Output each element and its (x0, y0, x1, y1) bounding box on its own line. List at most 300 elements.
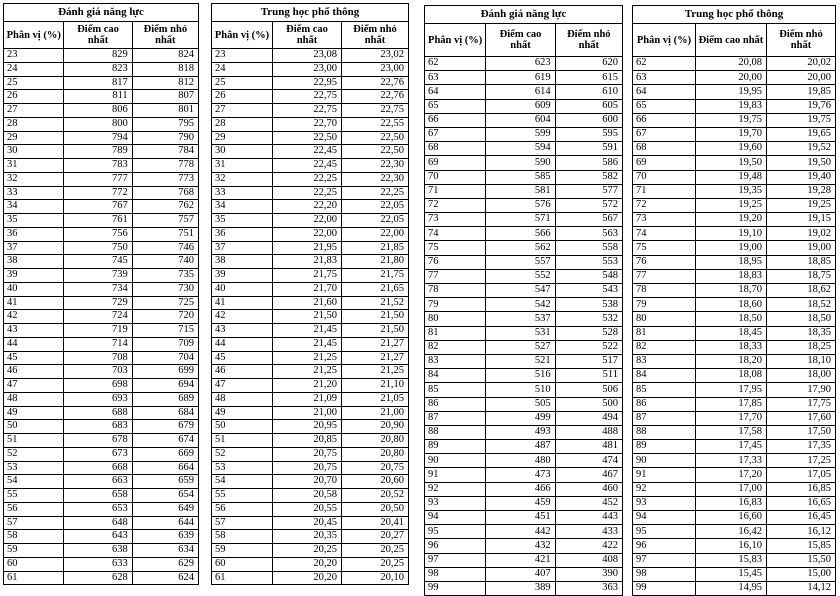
cell-lowest-score: 715 (132, 324, 198, 338)
cell-lowest-score: 467 (555, 468, 622, 482)
cell-highest-score: 16,10 (695, 539, 766, 553)
cell-percentile: 48 (212, 392, 273, 406)
cell-highest-score: 21,50 (273, 310, 342, 324)
cell-lowest-score: 17,50 (766, 425, 835, 439)
cell-percentile: 68 (425, 142, 486, 156)
cell-highest-score: 658 (64, 489, 132, 503)
cell-lowest-score: 807 (132, 90, 198, 104)
cell-highest-score: 794 (64, 131, 132, 145)
table-row (633, 354, 836, 368)
table-row (4, 406, 199, 420)
cell-highest-score: 806 (64, 104, 132, 118)
cell-lowest-score: 762 (132, 200, 198, 214)
cell-highest-score: 22,20 (273, 200, 342, 214)
table-row (425, 496, 623, 510)
cell-highest-score: 19,00 (695, 241, 766, 255)
cell-lowest-score: 725 (132, 296, 198, 310)
cell-highest-score: 703 (64, 365, 132, 379)
cell-lowest-score: 20,60 (342, 475, 409, 489)
cell-lowest-score: 784 (132, 145, 198, 159)
cell-highest-score: 20,35 (273, 530, 342, 544)
cell-percentile: 37 (212, 241, 273, 255)
cell-highest-score: 21,83 (273, 255, 342, 269)
cell-percentile: 28 (212, 117, 273, 131)
cell-percentile: 45 (4, 351, 64, 365)
cell-percentile: 63 (425, 71, 486, 85)
cell-lowest-score: 605 (555, 99, 622, 113)
cell-lowest-score: 812 (132, 76, 198, 90)
table-row (212, 296, 409, 310)
cell-percentile: 65 (633, 99, 696, 113)
cell-highest-score: 21,09 (273, 392, 342, 406)
cell-lowest-score: 20,80 (342, 447, 409, 461)
cell-percentile: 83 (425, 354, 486, 368)
cell-lowest-score: 506 (555, 383, 622, 397)
cell-highest-score: 20,75 (273, 447, 342, 461)
table-row (633, 539, 836, 553)
cell-percentile: 24 (4, 62, 64, 76)
table-row (4, 420, 199, 434)
cell-highest-score: 16,60 (695, 511, 766, 525)
table-row (4, 117, 199, 131)
table-title: Đánh giá năng lực (425, 6, 623, 24)
table-row (212, 475, 409, 489)
table-row (212, 310, 409, 324)
column-header-percentile: Phân vị (%) (212, 22, 273, 49)
column-header-lowest-score: Điểm nhỏ nhất (555, 24, 622, 57)
table-row (212, 392, 409, 406)
table-row (4, 296, 199, 310)
cell-highest-score: 17,33 (695, 454, 766, 468)
cell-percentile: 44 (212, 337, 273, 351)
table-row (425, 511, 623, 525)
table-row (4, 172, 199, 186)
cell-highest-score: 614 (486, 85, 555, 99)
cell-highest-score: 18,20 (695, 354, 766, 368)
cell-lowest-score: 18,10 (766, 354, 835, 368)
cell-percentile: 59 (4, 544, 64, 558)
cell-percentile: 70 (425, 170, 486, 184)
cell-highest-score: 22,25 (273, 186, 342, 200)
cell-highest-score: 22,45 (273, 145, 342, 159)
table-row (4, 49, 199, 63)
cell-highest-score: 21,00 (273, 406, 342, 420)
cell-percentile: 86 (425, 397, 486, 411)
cell-percentile: 71 (633, 184, 696, 198)
cell-highest-score: 18,08 (695, 369, 766, 383)
cell-lowest-score: 481 (555, 440, 622, 454)
cell-percentile: 32 (212, 172, 273, 186)
table-row (212, 49, 409, 63)
cell-percentile: 77 (425, 269, 486, 283)
cell-percentile: 88 (425, 425, 486, 439)
cell-percentile: 28 (4, 117, 64, 131)
cell-highest-score: 21,45 (273, 324, 342, 338)
cell-highest-score: 22,00 (273, 214, 342, 228)
cell-highest-score: 609 (486, 99, 555, 113)
cell-lowest-score: 600 (555, 113, 622, 127)
cell-percentile: 39 (212, 269, 273, 283)
cell-percentile: 27 (4, 104, 64, 118)
cell-lowest-score: 20,10 (342, 571, 409, 585)
cell-highest-score: 599 (486, 127, 555, 141)
table-row (4, 489, 199, 503)
cell-percentile: 42 (212, 310, 273, 324)
cell-percentile: 33 (212, 186, 273, 200)
table-row (425, 269, 623, 283)
cell-percentile: 52 (212, 447, 273, 461)
table-row (425, 312, 623, 326)
cell-percentile: 40 (4, 282, 64, 296)
cell-highest-score: 772 (64, 186, 132, 200)
cell-highest-score: 17,58 (695, 425, 766, 439)
cell-highest-score: 557 (486, 255, 555, 269)
cell-lowest-score: 14,12 (766, 581, 835, 595)
cell-percentile: 94 (425, 511, 486, 525)
table-row (633, 156, 836, 170)
table-row (212, 145, 409, 159)
table-title: Đánh giá năng lực (4, 4, 199, 22)
cell-highest-score: 521 (486, 354, 555, 368)
cell-lowest-score: 20,50 (342, 502, 409, 516)
cell-lowest-score: 21,25 (342, 365, 409, 379)
cell-lowest-score: 21,00 (342, 406, 409, 420)
cell-highest-score: 663 (64, 475, 132, 489)
cell-lowest-score: 21,65 (342, 282, 409, 296)
table-row (633, 170, 836, 184)
cell-lowest-score: 21,52 (342, 296, 409, 310)
cell-lowest-score: 18,52 (766, 298, 835, 312)
cell-lowest-score: 17,05 (766, 468, 835, 482)
cell-percentile: 24 (212, 62, 273, 76)
cell-lowest-score: 18,85 (766, 255, 835, 269)
cell-highest-score: 777 (64, 172, 132, 186)
cell-percentile: 63 (633, 71, 696, 85)
cell-lowest-score: 674 (132, 434, 198, 448)
table-body (633, 57, 836, 596)
cell-lowest-score: 460 (555, 482, 622, 496)
cell-lowest-score: 20,41 (342, 516, 409, 530)
cell-percentile: 47 (212, 379, 273, 393)
cell-lowest-score: 20,25 (342, 557, 409, 571)
cell-highest-score: 20,58 (273, 489, 342, 503)
table-row (425, 170, 623, 184)
table-row (425, 553, 623, 567)
cell-percentile: 55 (4, 489, 64, 503)
cell-lowest-score: 528 (555, 326, 622, 340)
cell-percentile: 84 (633, 369, 696, 383)
table-row (212, 434, 409, 448)
table-row (212, 365, 409, 379)
cell-lowest-score: 757 (132, 214, 198, 228)
table-row (425, 482, 623, 496)
cell-highest-score: 708 (64, 351, 132, 365)
cell-highest-score: 668 (64, 461, 132, 475)
cell-highest-score: 18,33 (695, 340, 766, 354)
cell-highest-score: 688 (64, 406, 132, 420)
table-row (425, 354, 623, 368)
table-row (633, 511, 836, 525)
cell-highest-score: 20,85 (273, 434, 342, 448)
cell-highest-score: 22,00 (273, 227, 342, 241)
table-row (633, 269, 836, 283)
cell-highest-score: 389 (486, 581, 555, 595)
cell-percentile: 91 (633, 468, 696, 482)
table-row (212, 62, 409, 76)
cell-percentile: 91 (425, 468, 486, 482)
table-row (212, 557, 409, 571)
cell-percentile: 33 (4, 186, 64, 200)
cell-lowest-score: 474 (555, 454, 622, 468)
cell-highest-score: 20,25 (273, 544, 342, 558)
cell-lowest-score: 567 (555, 213, 622, 227)
cell-lowest-score: 22,50 (342, 145, 409, 159)
cell-highest-score: 22,95 (273, 76, 342, 90)
cell-percentile: 26 (4, 90, 64, 104)
cell-percentile: 78 (425, 284, 486, 298)
cell-percentile: 34 (4, 200, 64, 214)
cell-highest-score: 20,55 (273, 502, 342, 516)
table-row (212, 214, 409, 228)
cell-percentile: 73 (425, 213, 486, 227)
cell-highest-score: 487 (486, 440, 555, 454)
cell-percentile: 31 (212, 159, 273, 173)
column-header-highest-score: Điểm cao nhất (695, 24, 766, 57)
cell-highest-score: 23,00 (273, 62, 342, 76)
cell-percentile: 79 (425, 298, 486, 312)
table-row (425, 326, 623, 340)
cell-lowest-score: 15,00 (766, 567, 835, 581)
cell-percentile: 51 (212, 434, 273, 448)
cell-percentile: 49 (212, 406, 273, 420)
cell-percentile: 90 (633, 454, 696, 468)
cell-lowest-score: 20,52 (342, 489, 409, 503)
cell-lowest-score: 19,28 (766, 184, 835, 198)
cell-highest-score: 823 (64, 62, 132, 76)
cell-percentile: 35 (212, 214, 273, 228)
cell-percentile: 83 (633, 354, 696, 368)
cell-percentile: 66 (425, 113, 486, 127)
cell-highest-score: 829 (64, 49, 132, 63)
cell-lowest-score: 20,02 (766, 57, 835, 71)
cell-highest-score: 734 (64, 282, 132, 296)
cell-highest-score: 817 (64, 76, 132, 90)
table-row (633, 85, 836, 99)
table-row (425, 284, 623, 298)
cell-lowest-score: 19,75 (766, 113, 835, 127)
cell-percentile: 25 (212, 76, 273, 90)
table-body (425, 57, 623, 596)
cell-lowest-score: 746 (132, 241, 198, 255)
cell-highest-score: 767 (64, 200, 132, 214)
cell-highest-score: 18,95 (695, 255, 766, 269)
cell-percentile: 57 (4, 516, 64, 530)
cell-percentile: 96 (425, 539, 486, 553)
cell-percentile: 72 (633, 198, 696, 212)
cell-lowest-score: 16,85 (766, 482, 835, 496)
table-dgnl-percentile-23-61 (3, 3, 199, 585)
cell-lowest-score: 19,52 (766, 142, 835, 156)
table-row (4, 159, 199, 173)
table-row (212, 159, 409, 173)
cell-lowest-score: 591 (555, 142, 622, 156)
cell-percentile: 44 (4, 337, 64, 351)
cell-highest-score: 724 (64, 310, 132, 324)
cell-highest-score: 19,83 (695, 99, 766, 113)
cell-lowest-score: 610 (555, 85, 622, 99)
cell-percentile: 77 (633, 269, 696, 283)
cell-percentile: 60 (212, 557, 273, 571)
cell-lowest-score: 18,50 (766, 312, 835, 326)
cell-percentile: 46 (212, 365, 273, 379)
cell-lowest-score: 22,50 (342, 131, 409, 145)
cell-lowest-score: 15,85 (766, 539, 835, 553)
table-row (633, 241, 836, 255)
cell-lowest-score: 511 (555, 369, 622, 383)
cell-lowest-score: 801 (132, 104, 198, 118)
cell-lowest-score: 669 (132, 447, 198, 461)
cell-highest-score: 22,75 (273, 104, 342, 118)
cell-lowest-score: 22,00 (342, 227, 409, 241)
table-row (633, 312, 836, 326)
cell-percentile: 43 (4, 324, 64, 338)
cell-highest-score: 19,70 (695, 127, 766, 141)
table-row (633, 71, 836, 85)
table-title: Trung học phổ thông (212, 4, 409, 22)
cell-highest-score: 22,75 (273, 90, 342, 104)
cell-highest-score: 537 (486, 312, 555, 326)
cell-lowest-score: 21,10 (342, 379, 409, 393)
cell-percentile: 60 (4, 557, 64, 571)
cell-percentile: 36 (4, 227, 64, 241)
cell-percentile: 98 (633, 567, 696, 581)
table-row (633, 184, 836, 198)
table-row (633, 99, 836, 113)
cell-lowest-score: 17,25 (766, 454, 835, 468)
cell-highest-score: 21,75 (273, 269, 342, 283)
cell-highest-score: 19,20 (695, 213, 766, 227)
cell-percentile: 89 (633, 440, 696, 454)
table-row (212, 76, 409, 90)
cell-percentile: 82 (633, 340, 696, 354)
cell-percentile: 62 (633, 57, 696, 71)
cell-percentile: 39 (4, 269, 64, 283)
cell-lowest-score: 16,12 (766, 525, 835, 539)
table-row (4, 76, 199, 90)
column-header-highest-score: Điểm cao nhất (486, 24, 555, 57)
table-row (4, 434, 199, 448)
cell-highest-score: 21,70 (273, 282, 342, 296)
cell-percentile: 23 (212, 49, 273, 63)
cell-lowest-score: 21,80 (342, 255, 409, 269)
cell-highest-score: 683 (64, 420, 132, 434)
table-row (212, 420, 409, 434)
cell-lowest-score: 20,90 (342, 420, 409, 434)
cell-lowest-score: 21,50 (342, 324, 409, 338)
cell-percentile: 48 (4, 392, 64, 406)
cell-percentile: 41 (4, 296, 64, 310)
cell-lowest-score: 23,00 (342, 62, 409, 76)
cell-highest-score: 571 (486, 213, 555, 227)
cell-highest-score: 22,25 (273, 172, 342, 186)
table-row (425, 298, 623, 312)
cell-highest-score: 480 (486, 454, 555, 468)
cell-percentile: 26 (212, 90, 273, 104)
cell-percentile: 51 (4, 434, 64, 448)
cell-highest-score: 20,20 (273, 557, 342, 571)
table-thpt-percentile-23-61 (211, 3, 409, 585)
cell-lowest-score: 730 (132, 282, 198, 296)
cell-lowest-score: 500 (555, 397, 622, 411)
table-row (4, 145, 199, 159)
table-row (4, 310, 199, 324)
cell-percentile: 25 (4, 76, 64, 90)
cell-highest-score: 21,60 (273, 296, 342, 310)
cell-highest-score: 21,45 (273, 337, 342, 351)
cell-lowest-score: 543 (555, 284, 622, 298)
table-row (4, 475, 199, 489)
cell-lowest-score: 17,75 (766, 397, 835, 411)
cell-highest-score: 19,25 (695, 198, 766, 212)
cell-highest-score: 638 (64, 544, 132, 558)
cell-highest-score: 678 (64, 434, 132, 448)
cell-highest-score: 745 (64, 255, 132, 269)
cell-percentile: 59 (212, 544, 273, 558)
cell-percentile: 53 (212, 461, 273, 475)
cell-highest-score: 19,10 (695, 227, 766, 241)
cell-highest-score: 698 (64, 379, 132, 393)
cell-highest-score: 594 (486, 142, 555, 156)
cell-lowest-score: 22,05 (342, 214, 409, 228)
cell-percentile: 93 (425, 496, 486, 510)
cell-highest-score: 542 (486, 298, 555, 312)
cell-highest-score: 473 (486, 468, 555, 482)
table-row (633, 284, 836, 298)
table-row (425, 539, 623, 553)
cell-percentile: 36 (212, 227, 273, 241)
cell-lowest-score: 19,15 (766, 213, 835, 227)
cell-highest-score: 19,50 (695, 156, 766, 170)
table-row (633, 369, 836, 383)
cell-lowest-score: 433 (555, 525, 622, 539)
column-header-lowest-score: Điểm nhỏ nhất (132, 22, 198, 49)
column-header-lowest-score: Điểm nhỏ nhất (766, 24, 835, 57)
table-row (425, 99, 623, 113)
cell-highest-score: 729 (64, 296, 132, 310)
table-row (425, 71, 623, 85)
table-row (212, 186, 409, 200)
cell-percentile: 30 (4, 145, 64, 159)
table-row (425, 425, 623, 439)
table-row (212, 447, 409, 461)
cell-lowest-score: 18,75 (766, 269, 835, 283)
cell-percentile: 37 (4, 241, 64, 255)
table-row (4, 255, 199, 269)
table-row (212, 544, 409, 558)
cell-percentile: 43 (212, 324, 273, 338)
cell-lowest-score: 644 (132, 516, 198, 530)
cell-lowest-score: 629 (132, 557, 198, 571)
cell-percentile: 34 (212, 200, 273, 214)
cell-lowest-score: 494 (555, 411, 622, 425)
table-row (633, 553, 836, 567)
cell-lowest-score: 19,02 (766, 227, 835, 241)
cell-highest-score: 628 (64, 571, 132, 585)
cell-percentile: 31 (4, 159, 64, 173)
cell-highest-score: 590 (486, 156, 555, 170)
table-row (4, 516, 199, 530)
cell-highest-score: 811 (64, 90, 132, 104)
